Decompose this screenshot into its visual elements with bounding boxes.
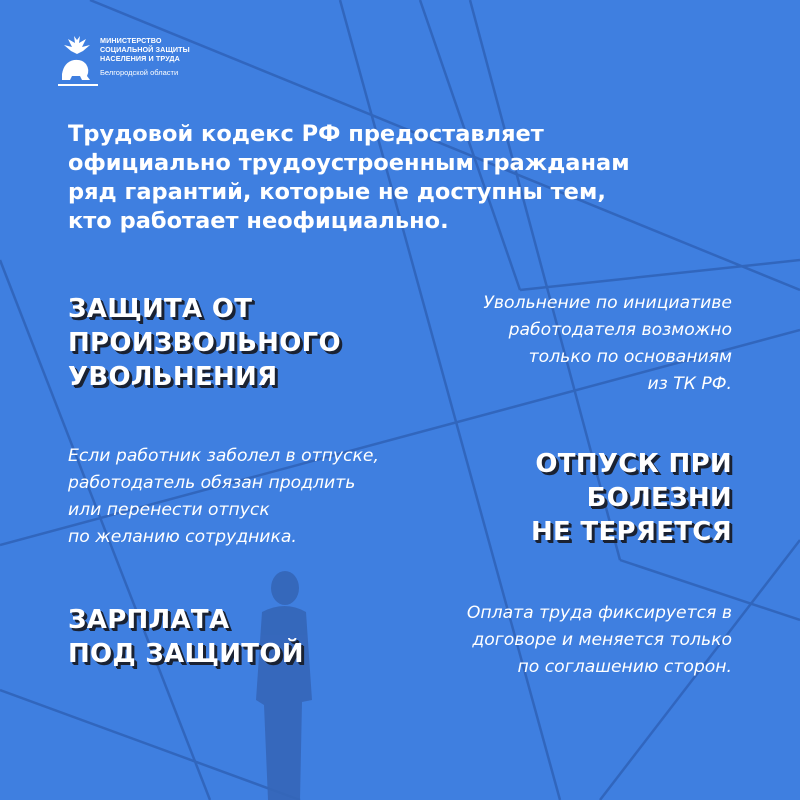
intro-text xyxy=(68,120,748,236)
intro-line: официально трудоустроенным гражданам xyxy=(68,150,630,176)
body-line: работодателя возможно xyxy=(508,320,732,340)
ministry-name xyxy=(100,36,190,78)
body-line: или перенести отпуск xyxy=(68,500,270,520)
heading-salary-protection xyxy=(68,603,304,671)
lion-icon xyxy=(58,60,98,86)
intro-line: Трудовой кодекс РФ предоставляет xyxy=(68,121,544,147)
body-dismissal-protection xyxy=(483,290,732,398)
bg-line xyxy=(0,690,300,800)
intro-line: ряд гарантий, которые не доступны тем, xyxy=(68,179,606,205)
body-line: Оплата труда фиксируется в xyxy=(466,603,732,623)
bg-line xyxy=(520,260,800,290)
heading-line: ОТПУСК ПРИ xyxy=(535,449,732,479)
ministry-name-line: МИНИСТЕРСТВО xyxy=(100,36,162,45)
ministry-region: Белгородской области xyxy=(100,68,179,77)
body-line: из ТК РФ. xyxy=(647,374,732,394)
body-line: Если работник заболел в отпуске, xyxy=(68,446,379,466)
heading-line: НЕ ТЕРЯЕТСЯ xyxy=(530,517,732,547)
eagle-icon xyxy=(64,36,90,54)
ministry-name-line: СОЦИАЛЬНОЙ ЗАЩИТЫ xyxy=(100,45,190,54)
body-line: по соглашению сторон. xyxy=(517,657,732,677)
heading-line: БОЛЕЗНИ xyxy=(586,483,732,513)
heading-line: УВОЛЬНЕНИЯ xyxy=(68,362,278,392)
body-line: по желанию сотрудника. xyxy=(68,527,297,547)
body-salary-protection xyxy=(467,600,732,681)
heading-line: ПРОИЗВОЛЬНОГО xyxy=(68,328,341,358)
ministry-name-line: НАСЕЛЕНИЯ И ТРУДА xyxy=(100,54,180,63)
heading-sick-leave xyxy=(531,447,732,549)
intro-line: кто работает неофициально. xyxy=(68,208,449,234)
heading-line: ЗАРПЛАТА xyxy=(68,605,230,635)
body-line: Увольнение по инициативе xyxy=(483,293,732,313)
body-line: только по основаниям xyxy=(528,347,732,367)
heading-line: ЗАЩИТА ОТ xyxy=(68,294,253,324)
heading-line: ПОД ЗАЩИТОЙ xyxy=(68,639,304,669)
body-sick-leave xyxy=(68,443,379,551)
body-line: работодатель обязан продлить xyxy=(68,473,356,493)
heading-dismissal-protection xyxy=(68,292,341,394)
body-line: договоре и меняется только xyxy=(472,630,732,650)
